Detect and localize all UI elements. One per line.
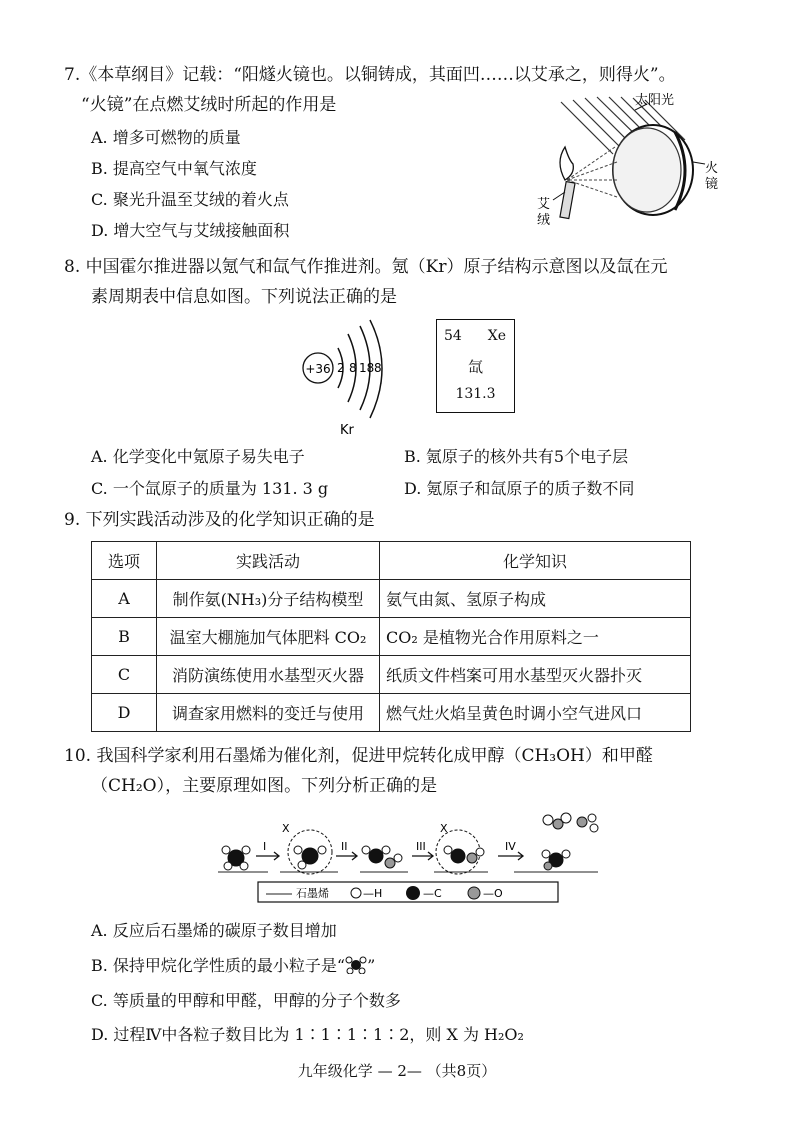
shell-3: 18 (359, 361, 375, 375)
cell-option: C (92, 656, 157, 694)
cell-option: B (92, 618, 157, 656)
cell-knowledge: CO₂ 是植物光合作用原料之一 (380, 618, 691, 656)
mirror-label-2: 镜 (705, 177, 719, 192)
q10-stem-line1: 10. 我国科学家利用石墨烯为催化剂，促进甲烷转化成甲醇（CH₃OH）和甲醛 (64, 746, 653, 766)
shell-2: 8 (349, 361, 357, 375)
moxa-label-1: 艾 (537, 197, 551, 212)
shell-4: 8 (374, 361, 382, 375)
xe-atomic-number: 54 (444, 328, 462, 344)
q7-option-c: C. 聚光升温至艾绒的着火点 (91, 190, 289, 209)
q7-stem-line1: 7.《本草纲目》记载：“阳燧火镜也。以铜铸成，其面凹……以艾承之，则得火”。 (64, 65, 676, 85)
table-row (92, 618, 691, 656)
q8-option-a: A. 化学变化中氪原子易失电子 (91, 447, 305, 466)
q7-option-a: A. 增多可燃物的质量 (91, 128, 241, 147)
q8-option-b: B. 氪原子的核外共有5个电子层 (404, 447, 629, 466)
fire-mirror-figure (525, 92, 725, 242)
q9-stem: 9. 下列实践活动涉及的化学知识正确的是 (64, 510, 375, 530)
q8-stem-line2: 素周期表中信息如图。下列说法正确的是 (91, 287, 397, 307)
legend-o: —O (483, 887, 503, 900)
cell-activity: 调查家用燃料的变迁与使用 (157, 694, 380, 732)
xe-element-card (436, 319, 515, 413)
cell-activity: 制作氨(NH₃)分子结构模型 (157, 580, 380, 618)
cell-knowledge: 燃气灶火焰呈黄色时调小空气进风口 (380, 694, 691, 732)
sunlight-label: 太阳光 (635, 93, 675, 108)
step-2-label: II (341, 840, 348, 853)
legend-h: —H (363, 887, 383, 900)
q10-option-a: A. 反应后石墨烯的碳原子数目增加 (91, 921, 337, 940)
table-row (92, 656, 691, 694)
cell-option: A (92, 580, 157, 618)
q10-option-d: D. 过程Ⅳ中各粒子数目比为 1∶1∶1∶1∶2，则 X 为 H₂O₂ (91, 1025, 524, 1044)
kr-atom-structure-diagram (290, 318, 400, 438)
page-footer: 九年级化学 — 2— （共8页） (297, 1062, 497, 1080)
shell-1: 2 (337, 361, 345, 375)
q10-option-b-close: ” (367, 956, 376, 975)
table-header-row (92, 542, 691, 580)
kr-symbol: Kr (340, 423, 354, 438)
step-3-label: III (416, 840, 426, 853)
x-label-2: X (440, 822, 448, 835)
header-activity: 实践活动 (157, 542, 380, 580)
table-row (92, 694, 691, 732)
q10-stem-line2: （CH₂O），主要原理如图。下列分析正确的是 (91, 776, 438, 796)
cell-knowledge: 纸质文件档案可用水基型灭火器扑灭 (380, 656, 691, 694)
q8-option-c: C. 一个氙原子的质量为 131. 3 g (91, 479, 329, 498)
cell-activity: 温室大棚施加气体肥料 CO₂ (157, 618, 380, 656)
cell-option: D (92, 694, 157, 732)
q7-stem-line2: “火镜”在点燃艾绒时所起的作用是 (81, 95, 337, 115)
moxa-label-2: 绒 (537, 213, 551, 228)
q10-option-b-text: B. 保持甲烷化学性质的最小粒子是“ (91, 956, 346, 975)
mirror-label-1: 火 (705, 161, 719, 176)
q7-option-d: D. 增大空气与艾绒接触面积 (91, 221, 290, 240)
x-label-1: X (282, 822, 290, 835)
q8-option-d: D. 氪原子和氙原子的质子数不同 (404, 479, 635, 498)
xe-name: 氙 (467, 358, 483, 376)
cell-knowledge: 氨气由氮、氢原子构成 (380, 580, 691, 618)
table-row (92, 580, 691, 618)
methane-conversion-diagram (218, 808, 618, 908)
q7-option-b: B. 提高空气中氧气浓度 (91, 159, 257, 178)
step-4-label: IV (505, 840, 516, 853)
methane-molecule-icon (345, 956, 367, 974)
legend-graphene: 石墨烯 (296, 887, 329, 900)
legend-c: —C (423, 887, 442, 900)
q10-option-c: C. 等质量的甲醇和甲醛，甲醇的分子个数多 (91, 991, 401, 1010)
cell-activity: 消防演练使用水基型灭火器 (157, 656, 380, 694)
xe-symbol: Xe (487, 328, 506, 344)
header-knowledge: 化学知识 (380, 542, 691, 580)
q9-table (91, 541, 691, 732)
xe-atomic-mass: 131.3 (455, 386, 496, 402)
header-option: 选项 (92, 542, 157, 580)
step-1-label: I (263, 840, 267, 853)
q10-option-b (91, 953, 375, 979)
nucleus-charge: +36 (305, 362, 331, 376)
q8-stem-line1: 8. 中国霍尔推进器以氪气和氙气作推进剂。氪（Kr）原子结构示意图以及氙在元 (64, 257, 668, 277)
